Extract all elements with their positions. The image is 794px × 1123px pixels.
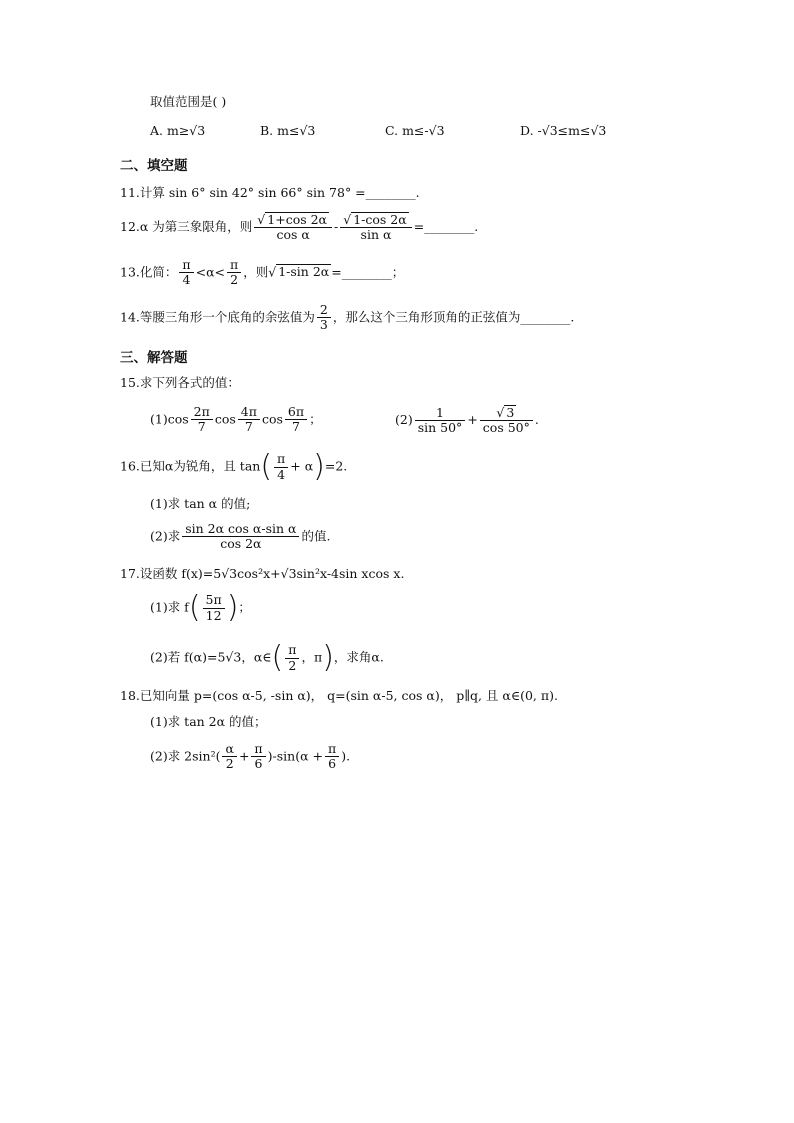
q18: 18.已知向量 p=(cos α-5, -sin α)， q=(sin α-5, cos α)， p∥q, 且 α∈(0, π). (120, 688, 558, 703)
q16-numerator: π (274, 452, 288, 467)
q18-den-2: 6 (254, 756, 263, 772)
q12-denominator-1: cos α (276, 227, 310, 243)
q16-part-1: (1)求 tan α 的值; (150, 496, 251, 511)
q16-denominator: 4 (277, 466, 286, 482)
q13: 13.化简： $\frac{\pi}{4}$ <α< $\frac{\pi}{2}$ ，则√ 1-sin 2α =________； (120, 257, 405, 288)
q15-part-1-prefix: (1)cos (150, 411, 189, 427)
q17-denominator: 12 (205, 607, 222, 623)
q17: 17.设函数 f(x)=5√3cos²x+√3sin²x-4sin xcos x. (120, 566, 405, 581)
q18-num-2: π (251, 742, 265, 757)
q14 (120, 303, 574, 333)
q13-inequality: <α< (195, 264, 225, 280)
q12-radicand-2: 1-cos 2α (353, 212, 407, 227)
q12-minus: - (334, 218, 339, 234)
q13-numerator-2: π (227, 258, 241, 273)
q15-num-4: 1 (415, 406, 466, 421)
q13-then: ，则 (243, 264, 269, 280)
q16-fraction (274, 452, 288, 482)
q15-den-2: 7 (244, 419, 253, 435)
q12-answer-blank: =________. (413, 218, 479, 234)
q15-num-2: 4π (238, 405, 260, 420)
q14-denominator: 3 (319, 317, 328, 333)
q13-prefix: 13.化简： (120, 264, 178, 280)
q17-part-2-prefix: (2)若 f(α)=5√3，α∈ (150, 649, 272, 665)
q18-frac-pi-6-b (325, 742, 339, 772)
q15-frac-root3-cos50: $\frac{√ 3}{\cos 50^\circ}$ (480, 405, 533, 436)
q15-den-1: 7 (197, 419, 206, 435)
q12-prefix: 12.α 为第三象限角，则 (120, 218, 253, 234)
q10-option-d: D. -√3≤m≤√3 (520, 123, 607, 138)
q18-frac-alpha-2 (222, 742, 236, 772)
q16-part-2-prefix: (2)求 (150, 528, 181, 544)
q15-num-3: 6π (285, 405, 307, 420)
q15-part-2 (395, 405, 539, 436)
q15-radicand: 3 (506, 405, 515, 420)
q17-part-2-numerator: π (285, 643, 299, 658)
q17-part-2-suffix: ，求角α. (333, 649, 384, 665)
q10-option-a: A. m≥√3 (150, 123, 206, 138)
q16-prefix: 16.已知α为锐角，且 tan (120, 458, 261, 474)
q15-part-1-end: ； (309, 411, 322, 427)
q15-frac-1-sin50 (415, 406, 466, 436)
q13-fraction-pi-4 (179, 258, 193, 288)
q18-plus: + (238, 748, 250, 764)
q18-den-1: 2 (225, 756, 234, 772)
q17-part-2-denominator: 2 (288, 657, 297, 673)
q16-part-2-suffix: 的值. (301, 528, 331, 544)
q17-numerator: 5π (203, 593, 225, 608)
q18-den-3: 6 (328, 756, 337, 772)
q15-frac-2pi-7 (191, 405, 213, 435)
q12-fraction-2: $\frac{√ 1-\cos 2\alpha}{\text{sin α}}$ (340, 212, 411, 243)
q18-num-3: π (325, 742, 339, 757)
q10-tail: 取值范围是( ) (150, 94, 227, 109)
q14-prefix: 14.等腰三角形一个底角的余弦值为 (120, 309, 315, 325)
q15-part-1 (150, 405, 322, 435)
q16 (120, 449, 348, 484)
q15-cos-3: cos (261, 411, 283, 427)
q13-fraction-pi-2 (227, 258, 241, 288)
section-solve-heading: 三、解答题 (120, 350, 188, 366)
section-fill-in-heading: 二、填空题 (120, 158, 188, 174)
q13-answer-blank: =________； (331, 264, 405, 280)
q14-suffix: ，那么这个三角形顶角的正弦值为________. (332, 309, 575, 325)
q17-part-1-suffix: ； (238, 599, 251, 615)
q16-inner: + α (290, 458, 314, 474)
q15-cos-2: cos (214, 411, 236, 427)
q13-numerator-1: π (179, 258, 193, 273)
q18-suffix: ). (341, 748, 351, 764)
q13-radicand: 1-sin 2α (278, 264, 330, 280)
q14-numerator: 2 (317, 303, 331, 318)
q15-den-3: 7 (292, 419, 300, 435)
q16-part-2-denominator: cos 2α (220, 536, 262, 552)
q17-part-1-prefix: (1)求 f (150, 599, 189, 615)
q18-num-1: α (222, 742, 236, 757)
q12-fraction-1: $\frac{√ 1+\cos 2\alpha}{\text{cos α}}$ (254, 212, 332, 243)
q17-fraction (203, 593, 225, 623)
q15-den-4: sin 50° (417, 419, 463, 435)
q12 (120, 212, 478, 243)
q17-left-paren: ( (188, 590, 201, 625)
q15-num-1: 2π (191, 405, 213, 420)
q16-part-2-fraction (182, 522, 299, 552)
q18-part-1: (1)求 tan 2α 的值； (150, 714, 267, 729)
q18-part-2 (150, 742, 350, 772)
q17-part-2-left-paren: ( (271, 640, 284, 675)
q15-title: 15.求下列各式的值： (120, 375, 240, 390)
q17-part-2-right-paren: ) (322, 640, 334, 675)
q15-part-2-prefix: (2) (395, 411, 413, 427)
q16-right-paren: ) (313, 449, 325, 484)
q16-part-2 (150, 522, 330, 552)
q18-mid: )-sin(α + (267, 748, 323, 764)
q16-left-paren: ( (260, 449, 273, 484)
q12-radicand-1: 1+cos 2α (267, 212, 328, 227)
q17-part-2-fraction (285, 643, 299, 673)
q15-den-5: cos 50° (482, 420, 530, 436)
q10-option-b: B. m≤√3 (260, 123, 316, 138)
q17-part-1 (150, 590, 251, 625)
q13-denominator-1: 4 (182, 272, 191, 288)
q15-frac-6pi-7 (285, 405, 307, 435)
q14-fraction (317, 303, 331, 333)
q18-frac-pi-6-a (251, 742, 265, 772)
q17-part-2-mid: ，π (301, 649, 323, 665)
q13-denominator-2: 2 (230, 272, 239, 288)
q11: 11.计算 sin 6° sin 42° sin 66° sin 78° =________. (120, 185, 420, 200)
q15-frac-4pi-7 (238, 405, 260, 435)
q16-part-2-numerator: sin 2α cos α-sin α (182, 522, 299, 537)
q16-suffix: =2. (324, 458, 348, 474)
q15-part-2-end: . (534, 411, 539, 427)
q12-denominator-2: sin α (360, 227, 392, 243)
q18-part-2-prefix: (2)求 2sin²( (150, 748, 221, 764)
q15-plus: + (467, 411, 478, 427)
q17-right-paren: ) (226, 590, 239, 625)
q10-option-c: C. m≤-√3 (385, 123, 445, 138)
q17-part-2 (150, 640, 384, 675)
